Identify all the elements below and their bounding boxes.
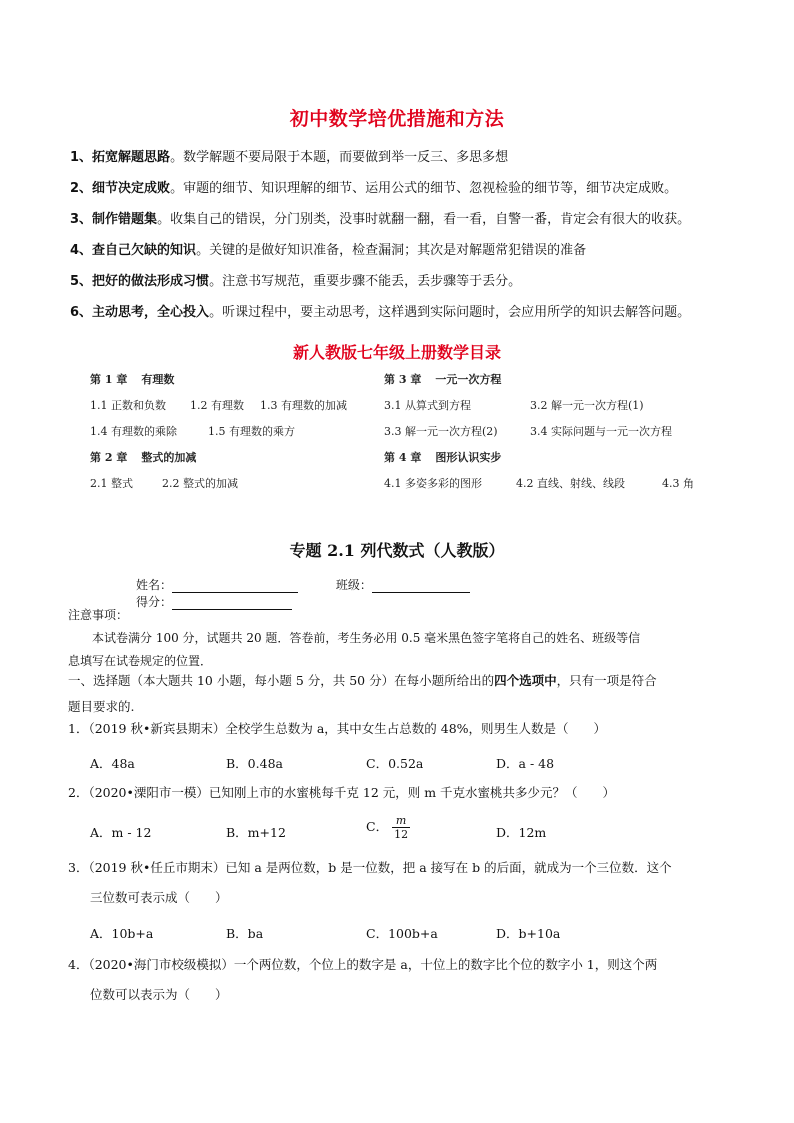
option-b[interactable]: B．0.48a [226,756,283,771]
question-stem: 2．（2020•溧阳市一模）已知刚上市的水蜜桃每千克 12 元，则 m 千克水蜜桃共多少元？（ ） [68,785,616,800]
sheet-title: 专题 2.1 列代数式（人教版） [289,541,505,560]
toc-chapter: 第 2 章 整式的加减 [90,451,197,464]
toc-row: 3.3 解一元一次方程(2) 3.4 实际问题与一元一次方程 [384,425,672,438]
option-a[interactable]: A．48a [90,756,135,771]
main-title: 初中数学培优措施和方法 [289,108,505,130]
score-field[interactable]: 得分： [136,593,292,610]
tip-item: 6、主动思考，全心投入。听课过程中，要主动思考，这样遇到实际问题时，会应用所学的知识去解答问题。 [70,305,691,320]
tip-item: 4、查自己欠缺的知识。关键的是做好知识准备，检查漏洞；其次是对解题常犯错误的准备 [70,243,587,258]
toc-title: 新人教版七年级上册数学目录 [292,343,501,362]
name-field[interactable]: 姓名： [136,576,298,593]
toc-chapter: 第 4 章 图形认识实步 [384,451,502,464]
option-d[interactable]: D．b+10a [496,926,561,941]
class-field[interactable]: 班级： [336,576,470,593]
question-2 [68,782,738,804]
toc-chapter: 第 3 章 一元一次方程 [384,373,502,386]
option-d[interactable]: D．12m [496,825,547,840]
question-stem-cont: 三位数可表示成（ ） [90,890,228,905]
section-heading: 一、选择题（本大题共 10 小题，每小题 5 分，共 50 分）在每小题所给出的四个选项中，只有一项是符合 题目要求的. [68,673,657,714]
option-c[interactable]: C．0.52a [366,756,424,771]
toc-row: 2.1 整式 2.2 整式的加减 [90,477,238,490]
toc-row: 4.1 多姿多彩的图形 4.2 直线、射线、线段 4.3 角 [384,477,694,490]
notes-text: 本试卷满分 100 分，试题共 20 题．答卷前，考生务必用 0.5 毫米黑色签字笔将自己的姓名、班级等信 [92,631,641,645]
option-d[interactable]: D．a - 48 [496,756,555,771]
question-stem: 4．（2020•海门市校级模拟）一个两位数，个位上的数字是 a，十位上的数字比个位的数字小 1，则这个两 [68,957,658,972]
toc-chapter: 第 1 章 有理数 [90,373,175,386]
question-3 [68,857,738,909]
tip-item: 3、制作错题集。收集自己的错误，分门别类，没事时就翻一翻，看一看，自警一番，肯定会有很大的收获。 [70,212,691,227]
option-c[interactable]: C． $\frac{m}{12}$ [366,814,409,841]
option-c[interactable]: C．100b+a [366,926,438,941]
question-3-options [90,924,730,944]
question-stem: 3．（2019 秋•任丘市期末）已知 a 是两位数，b 是一位数，把 a 接写在 b 的后面，就成为一个三位数．这个 [68,860,672,875]
question-1 [68,718,738,740]
option-b[interactable]: B．m+12 [226,825,286,840]
option-a[interactable]: A．m - 12 [90,825,152,840]
question-2-options [90,814,730,850]
question-stem: 1．（2019 秋•新宾县期末）全校学生总数为 a，其中女生占总数的 48%，则男生人数是（ ） [68,721,607,736]
question-stem-cont: 位数可以表示为（ ） [90,987,228,1002]
fraction: $\frac{m}{12}$ [394,814,409,841]
option-b[interactable]: B．ba [226,926,264,941]
notes-block [68,604,730,673]
toc-right-column [384,370,714,500]
tips-list [70,146,760,332]
tip-item: 2、细节决定成败。审题的细节、知识理解的细节、运用公式的细节、忽视检验的细节等，细节决定成败。 [70,181,678,196]
tip-item: 5、把好的做法形成习惯。注意书写规范，重要步骤不能丢，丢步骤等于丢分。 [70,274,522,289]
toc-row: 1.1 正数和负数 1.2 有理数 1.3 有理数的加减 [90,399,347,412]
tip-item: 1、拓宽解题思路。数学解题不要局限于本题，而要做到举一反三、多思多想 [70,150,509,165]
toc-row: 3.1 从算式到方程 3.2 解一元一次方程(1) [384,399,644,412]
notes-text: 息填写在试卷规定的位置． [68,654,213,668]
toc-row: 1.4 有理数的乘除 1.5 有理数的乘方 [90,425,295,438]
option-a[interactable]: A．10b+a [90,926,154,941]
question-4 [68,954,738,1006]
notes-label: 注意事项： [68,608,129,622]
toc-left-column [90,370,420,500]
question-1-options [90,754,730,774]
